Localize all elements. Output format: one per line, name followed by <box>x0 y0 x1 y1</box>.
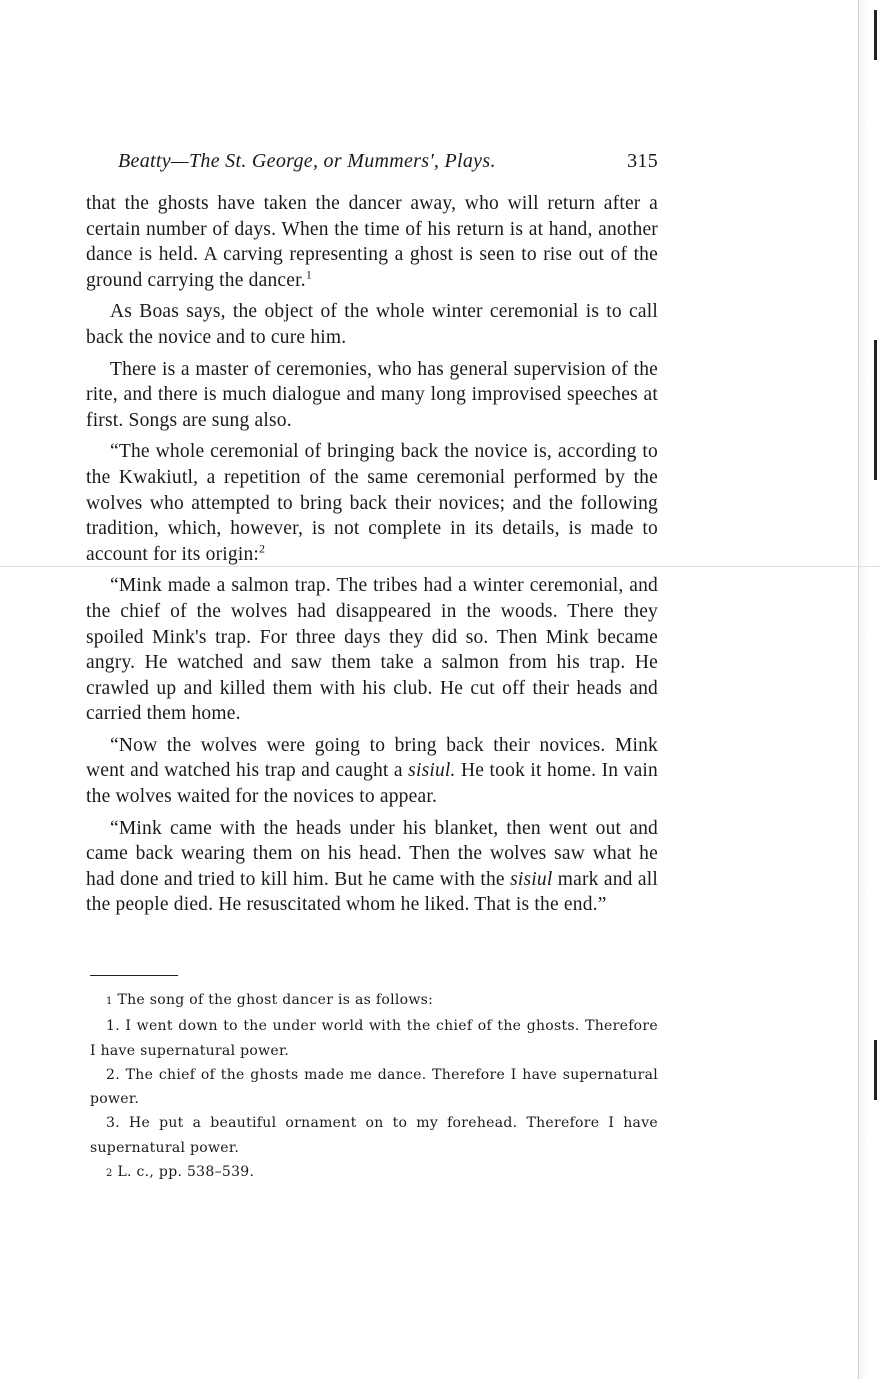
paragraph: There is a master of ceremonies, who has general supervision of the rite, and there is much dialogue and many long improvised speeches at first. Songs are sung also. <box>86 358 658 431</box>
footnotes <box>90 988 658 1186</box>
scan-mark <box>874 1040 877 1100</box>
song-verse: 2. The chief of the ghosts made me dance. Therefore I have supernatural power. <box>90 1066 658 1108</box>
body-text <box>86 191 658 924</box>
scan-page-edge <box>858 0 881 1379</box>
footnote-ref: 2 <box>259 541 266 556</box>
footnote-mark: 2 <box>106 1168 113 1180</box>
paragraph: “The whole ceremonial of bringing back the novice is, according to the Kwakiutl, a repetition of the same ceremonial performed by the wolves who attempted to bring back their novices; and the following tradition, which, however, is not complete in its details, is made to account for its origin:$^2$ <box>86 441 658 565</box>
page-number: 315 <box>627 150 658 172</box>
running-title: Beatty—The St. George, or Mummers', Plays. <box>118 150 496 172</box>
footnote-ref: 1 <box>305 267 313 282</box>
running-header <box>118 148 658 174</box>
footnote-mark: 1 <box>106 996 113 1007</box>
scan-mark <box>874 10 877 60</box>
paragraph: As Boas says, the object of the whole winter ceremonial is to call back the novice and to cure him. <box>86 301 658 348</box>
scan-mark <box>874 340 877 480</box>
italic-term: sisiul. <box>408 760 456 782</box>
paragraph: “Now the wolves were going to bring back their novices. Mink went and watched his trap and caught a sisiul. He took it home. In vain the wolves waited for the novices to appear. <box>86 734 659 808</box>
paragraph: “Mink came with the heads under his blanket, then went out and came back wearing them on his head. Then the wolves saw what he had done and tried to kill him. But he came with the sisiul mark and all the people died. He resuscitated whom he liked. That is the end.” <box>86 817 658 916</box>
paragraph: “Mink made a salmon trap. The tribes had a winter ceremonial, and the chief of the wolves had disappeared in the woods. There they spoiled Mink's trap. For three days they did so. Then Mink became angry. He watched and saw them take a salmon from his trap. He crawled up and killed them with his club. He cut off their heads and carried them home. <box>86 575 658 725</box>
song-verse: 3. He put a beautiful ornament on to my forehead. Therefore I have supernatural power. <box>90 1115 658 1156</box>
song-verse: 1. I went down to the under world with the chief of the ghosts. Therefore I have supernatural power. <box>90 1018 658 1059</box>
footnote-1: 1 The song of the ghost dancer is as follows: <box>106 992 434 1008</box>
italic-term: sisiul <box>510 868 553 890</box>
paragraph: that the ghosts have taken the dancer away, who will return after a certain number of days. When the time of his return is at hand, another dance is held. A carving representing a ghost is seen to rise out of the ground carrying the dancer.$^1$ <box>86 193 658 291</box>
footnote-2: 2 L. c., pp. 538–539. <box>106 1164 255 1181</box>
footnote-rule <box>90 975 178 976</box>
